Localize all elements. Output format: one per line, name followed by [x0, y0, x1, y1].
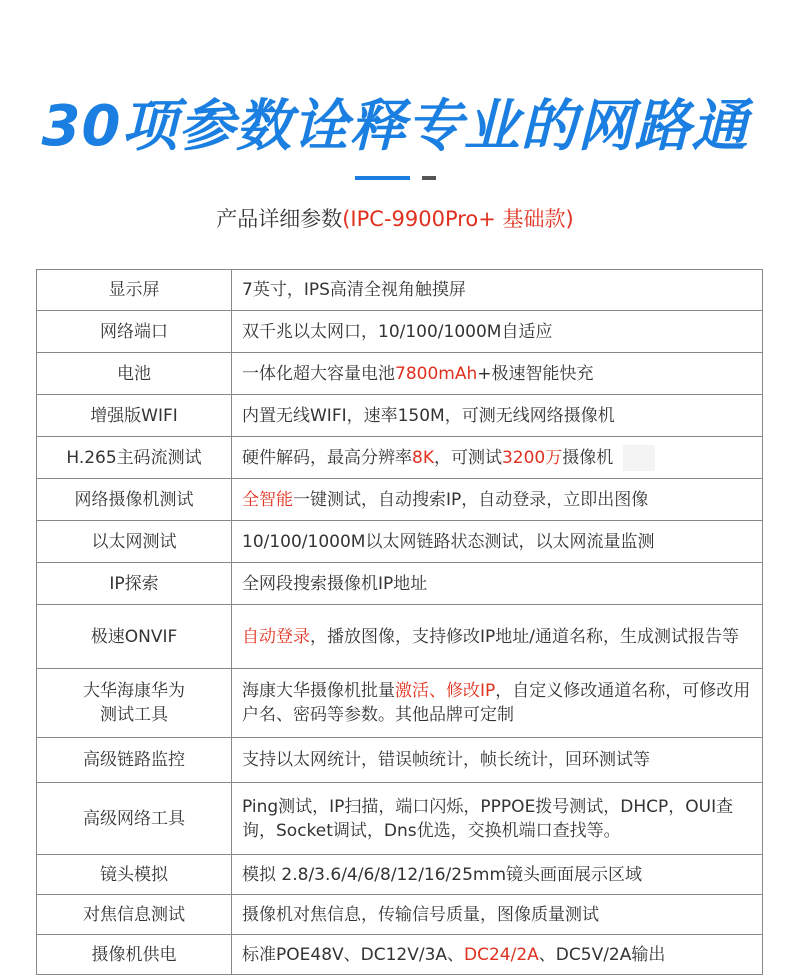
title-underline-accent [355, 176, 410, 180]
spec-row-power-supply [37, 935, 763, 975]
spec-value-highlight: 全智能 [242, 489, 293, 510]
spec-value-text: 、DC5V/2A输出 [538, 944, 666, 965]
spec-value [232, 895, 763, 935]
spec-value-text: 摄像机对焦信息，传输信号质量，图像质量测试 [242, 904, 599, 925]
spec-value-text: 支持以太网统计，错误帧统计，帧长统计，回环测试等 [242, 750, 650, 770]
spec-value [232, 738, 763, 783]
spec-value-highlight: 自动登录 [242, 626, 310, 647]
spec-key: 电池 [37, 353, 232, 395]
spec-row-ipc-test [37, 479, 763, 521]
spec-row-h265 [37, 437, 763, 479]
spec-key: 镜头模拟 [37, 855, 232, 895]
spec-key [37, 669, 232, 738]
spec-value-highlight: DC24/2A [464, 944, 539, 965]
spec-value-text: 一体化超大容量电池 [242, 363, 395, 384]
spec-value-text: 双千兆以太网口，10/100/1000M自适应 [242, 321, 553, 342]
spec-value-text: 7英寸，IPS高清全视角触摸屏 [242, 280, 466, 300]
spec-key: IP探索 [37, 563, 232, 605]
spec-key: 显示屏 [37, 270, 232, 311]
spec-key: 高级网络工具 [37, 783, 232, 855]
spec-value-text: Ping测试，IP扫描，端口闪烁，PPPOE拨号测试，DHCP，OUI查询，Socket调试，Dns优选，交换机端口查找等。 [242, 796, 734, 841]
spec-key: 极速ONVIF [37, 605, 232, 669]
faint-box [623, 445, 655, 471]
spec-value-text: 硬件解码，最高分辨率 [242, 447, 412, 468]
subtitle-prefix: 产品详细参数 [216, 207, 343, 231]
title-underline-dash [422, 176, 436, 180]
spec-row-battery [37, 353, 763, 395]
spec-value [232, 669, 763, 738]
spec-value-highlight: 激活、修改IP [395, 681, 496, 701]
spec-row-link-monitor [37, 738, 763, 783]
spec-value-highlight: 3200万 [501, 447, 563, 468]
page-subtitle [0, 203, 790, 235]
spec-row-ethernet-test [37, 521, 763, 563]
spec-value-text: 10/100/1000M以太网链路状态测试，以太网流量监测 [242, 531, 655, 552]
spec-key: 高级链路监控 [37, 738, 232, 783]
spec-key: 增强版WIFI [37, 395, 232, 437]
spec-value [232, 479, 763, 521]
spec-value-text: 内置无线WIFI，速率150M，可测无线网络摄像机 [242, 405, 615, 426]
spec-row-network-tools [37, 783, 763, 855]
spec-key: 对焦信息测试 [37, 895, 232, 935]
spec-row-ip-discovery [37, 563, 763, 605]
spec-value [232, 935, 763, 975]
spec-value [232, 605, 763, 669]
spec-value [232, 311, 763, 353]
spec-row-brand-tools [37, 669, 763, 738]
spec-key: 网络端口 [37, 311, 232, 353]
page-title: 30项参数诠释专业的网路通 [41, 94, 749, 159]
spec-key: 摄像机供电 [37, 935, 232, 975]
spec-value-text: ，自定义修改通道名称，可修改用户名、密码等参数。其他品牌可定制 [242, 681, 751, 725]
spec-table [36, 269, 763, 975]
subtitle-model: (IPC-9900Pro+ 基础款) [342, 207, 574, 231]
spec-row-onvif [37, 605, 763, 669]
spec-value [232, 437, 763, 479]
spec-row-lens-sim [37, 855, 763, 895]
spec-value [232, 270, 763, 311]
spec-row-focus-test [37, 895, 763, 935]
spec-value-text: 摄像机 [562, 447, 614, 468]
spec-value [232, 521, 763, 563]
spec-key: 以太网测试 [37, 521, 232, 563]
spec-value-text: 标准POE48V、DC12V/3A、 [242, 944, 465, 965]
spec-key-line: 大华海康华为 [83, 681, 185, 701]
spec-value [232, 563, 763, 605]
spec-value-text: 模拟 2.8/3.6/4/6/8/12/16/25mm镜头画面展示区域 [242, 864, 643, 885]
spec-key-line: 测试工具 [100, 705, 168, 725]
spec-row-wifi [37, 395, 763, 437]
spec-value-highlight: 8K [412, 447, 434, 468]
spec-row-display [37, 270, 763, 311]
spec-value [232, 855, 763, 895]
spec-value-text: ，播放图像，支持修改IP地址/通道名称，生成测试报告等 [310, 626, 739, 647]
spec-value-text: ，可测试 [433, 447, 502, 468]
spec-value-text: 海康大华摄像机批量 [242, 681, 395, 701]
spec-row-network-port [37, 311, 763, 353]
spec-value-text: +极速智能快充 [477, 363, 594, 384]
spec-value-highlight: 7800mAh [395, 363, 478, 384]
spec-key: 网络摄像机测试 [37, 479, 232, 521]
spec-value-text: 一键测试，自动搜索IP，自动登录，立即出图像 [293, 489, 649, 510]
spec-key: H.265主码流测试 [37, 437, 232, 479]
spec-value [232, 783, 763, 855]
spec-value [232, 395, 763, 437]
spec-value-text: 全网段搜索摄像机IP地址 [242, 573, 428, 594]
spec-value [232, 353, 763, 395]
